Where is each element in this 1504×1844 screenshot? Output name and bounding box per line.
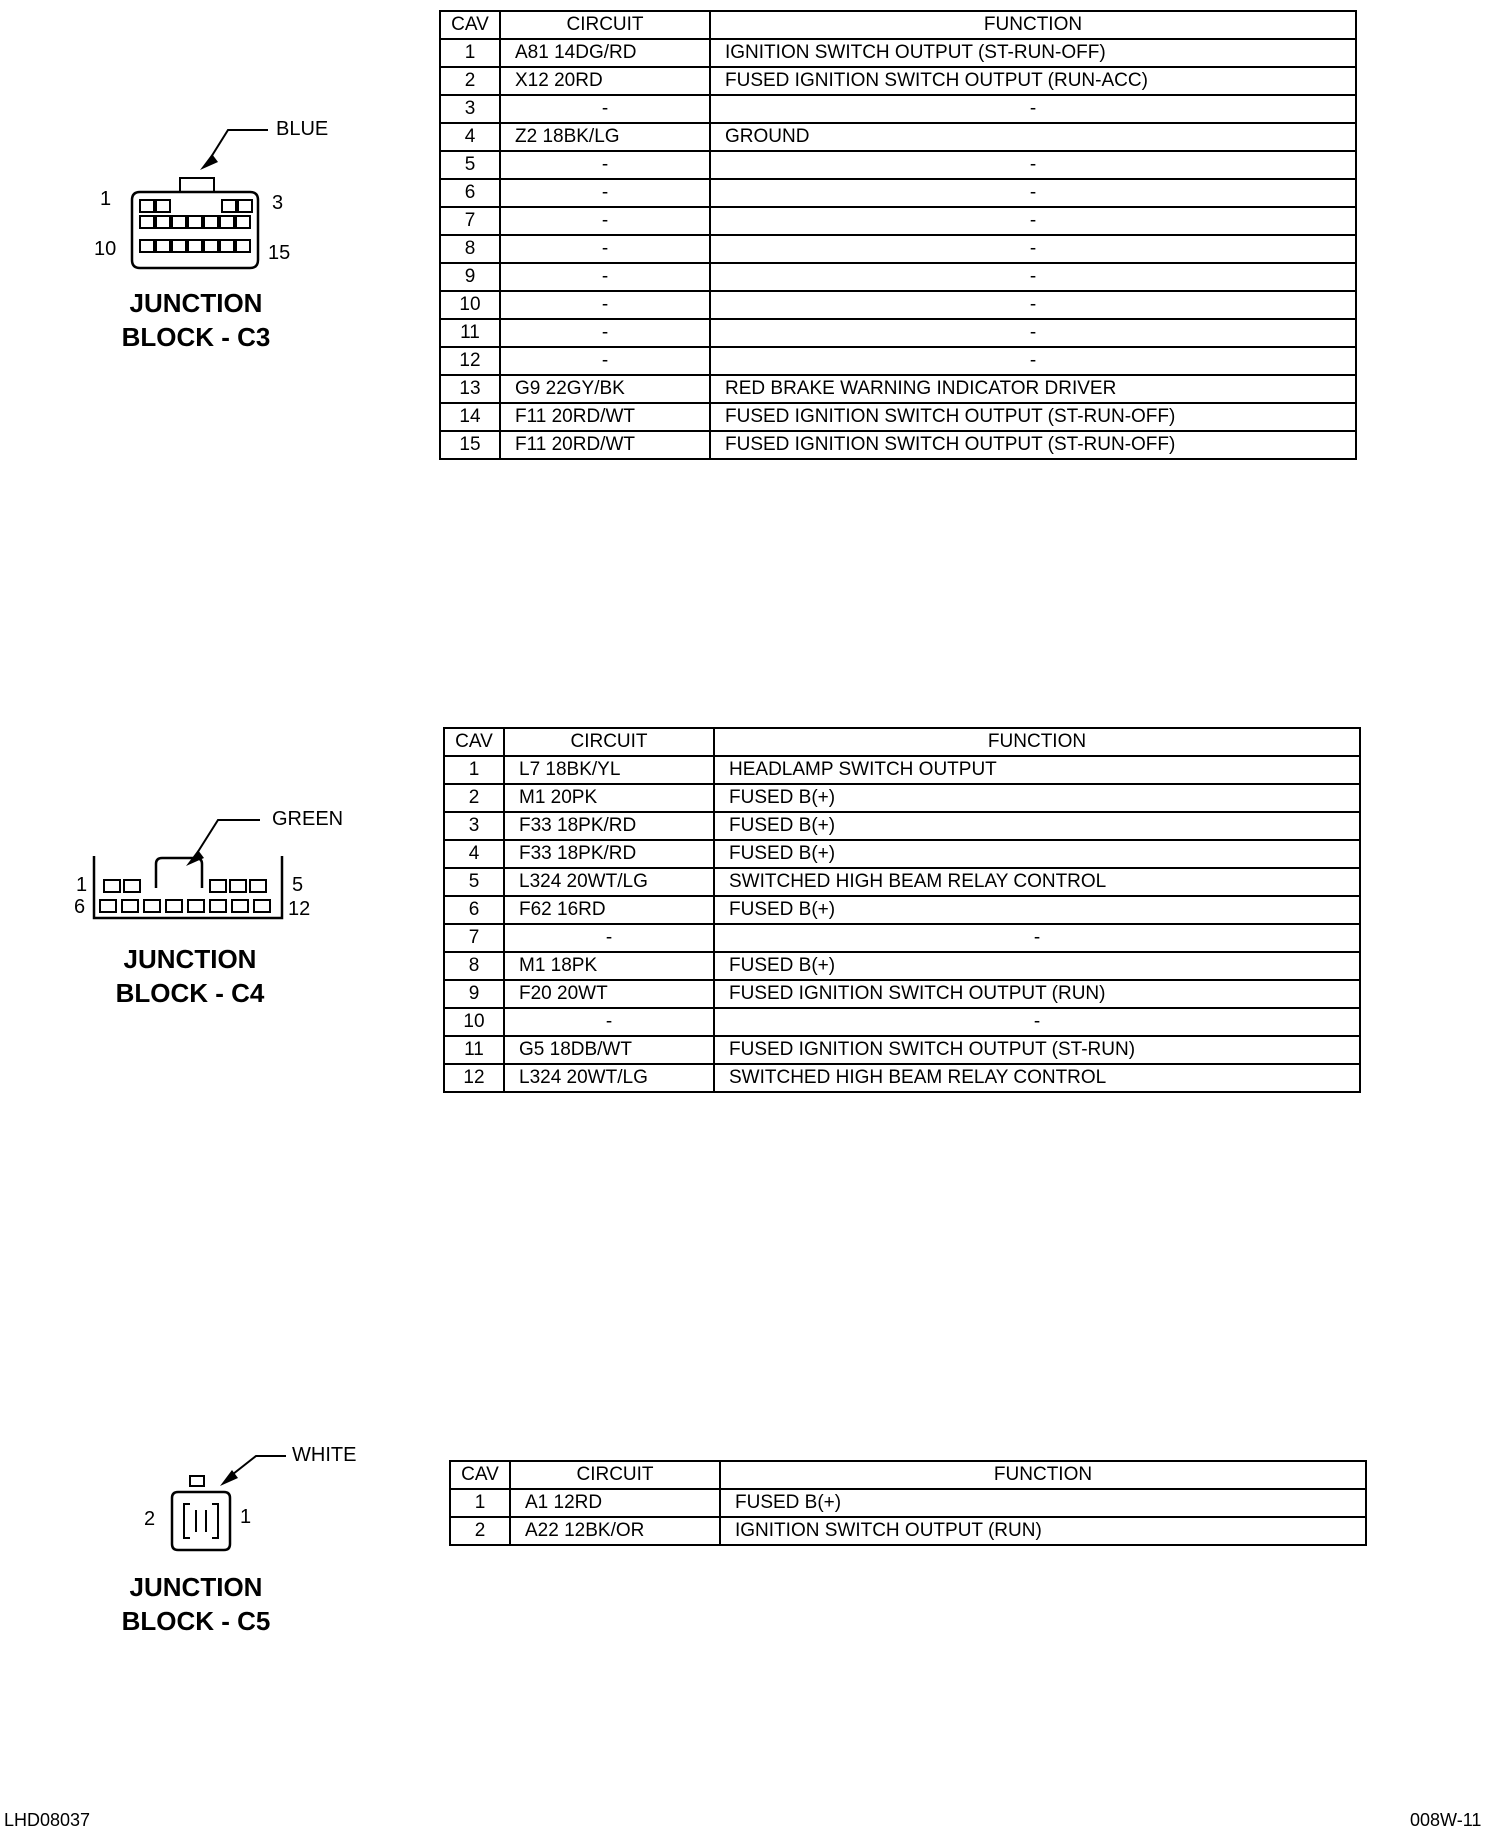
function-cell: - [714,924,1360,952]
connector-c4-label-line1: JUNCTION [123,944,257,974]
header-function: FUNCTION [710,11,1356,39]
table-row [444,784,1360,812]
cav-cell: 5 [440,151,500,179]
header-circuit: CIRCUIT [510,1461,720,1489]
table-row [440,151,1356,179]
connector-c3-pinout-table [439,10,1357,460]
function-cell: RED BRAKE WARNING INDICATOR DRIVER [710,375,1356,403]
circuit-cell: - [500,291,710,319]
function-cell: - [714,1008,1360,1036]
circuit-cell: A81 14DG/RD [500,39,710,67]
function-cell: - [710,291,1356,319]
cav-cell: 12 [440,347,500,375]
cav-cell: 10 [444,1008,504,1036]
table-row [444,1008,1360,1036]
connector-c5-pin-left: 2 [144,1508,156,1530]
connector-c4-pin-top-right: 5 [292,874,304,896]
header-cav: CAV [444,728,504,756]
circuit-cell: - [500,347,710,375]
cav-cell: 14 [440,403,500,431]
connector-c3-rows [440,39,1356,459]
function-cell: GROUND [710,123,1356,151]
table-row [444,896,1360,924]
circuit-cell: - [500,235,710,263]
header-circuit: CIRCUIT [504,728,714,756]
function-cell: FUSED B(+) [714,952,1360,980]
circuit-cell: - [500,179,710,207]
cav-cell: 7 [440,207,500,235]
connector-c3-label [86,286,306,354]
connector-c3-pin-bottom-left: 10 [94,238,117,260]
function-cell: FUSED B(+) [714,896,1360,924]
connector-c4-label [80,942,300,1010]
circuit-cell: F62 16RD [504,896,714,924]
function-cell: FUSED IGNITION SWITCH OUTPUT (ST-RUN-OFF) [710,403,1356,431]
table-row [444,840,1360,868]
function-cell: FUSED IGNITION SWITCH OUTPUT (RUN-ACC) [710,67,1356,95]
table-row [440,291,1356,319]
table-row [440,67,1356,95]
function-cell: - [710,347,1356,375]
function-cell: FUSED B(+) [714,840,1360,868]
table-row [440,179,1356,207]
function-cell: FUSED B(+) [714,784,1360,812]
function-cell: - [710,235,1356,263]
circuit-cell: Z2 18BK/LG [500,123,710,151]
circuit-cell: G9 22GY/BK [500,375,710,403]
circuit-cell: - [504,924,714,952]
circuit-cell: F11 20RD/WT [500,403,710,431]
circuit-cell: F33 18PK/RD [504,840,714,868]
cav-cell: 9 [444,980,504,1008]
table-row [440,319,1356,347]
circuit-cell: A1 12RD [510,1489,720,1517]
function-cell: HEADLAMP SWITCH OUTPUT [714,756,1360,784]
cav-cell: 10 [440,291,500,319]
cav-cell: 2 [450,1517,510,1545]
table-row [440,235,1356,263]
connector-c3-color: BLUE [276,118,329,140]
function-cell: FUSED IGNITION SWITCH OUTPUT (ST-RUN-OFF) [710,431,1356,459]
function-cell: FUSED B(+) [720,1489,1366,1517]
table-header-row [440,11,1356,39]
cav-cell: 8 [444,952,504,980]
table-row [444,756,1360,784]
circuit-cell: - [500,319,710,347]
function-cell: IGNITION SWITCH OUTPUT (RUN) [720,1517,1366,1545]
cav-cell: 1 [440,39,500,67]
connector-c5-label-line1: JUNCTION [129,1572,263,1602]
circuit-cell: - [500,207,710,235]
connector-c5-rows [450,1489,1366,1545]
table-row [444,1064,1360,1092]
cav-cell: 8 [440,235,500,263]
connector-c5-pinout-table [449,1460,1367,1546]
connector-c4-pinout-table [443,727,1361,1093]
connector-c4-pin-top-left: 1 [76,874,88,896]
table-row [444,924,1360,952]
function-cell: IGNITION SWITCH OUTPUT (ST-RUN-OFF) [710,39,1356,67]
cav-cell: 6 [444,896,504,924]
function-cell: - [710,263,1356,291]
table-row [440,375,1356,403]
circuit-cell: G5 18DB/WT [504,1036,714,1064]
cav-cell: 7 [444,924,504,952]
table-row [440,123,1356,151]
connector-c5-pin-right: 1 [240,1506,252,1528]
table-row [444,812,1360,840]
table-row [440,263,1356,291]
function-cell: - [710,95,1356,123]
connector-c4-pin-bottom-left: 6 [74,896,86,918]
cav-cell: 1 [450,1489,510,1517]
cav-cell: 1 [444,756,504,784]
circuit-cell: A22 12BK/OR [510,1517,720,1545]
circuit-cell: L324 20WT/LG [504,868,714,896]
circuit-cell: L324 20WT/LG [504,1064,714,1092]
cav-cell: 3 [444,812,504,840]
cav-cell: 2 [444,784,504,812]
connector-c4-diagram [70,800,370,1030]
header-cav: CAV [450,1461,510,1489]
table-header-row [450,1461,1366,1489]
connector-c5-color: WHITE [292,1444,357,1466]
cav-cell: 2 [440,67,500,95]
circuit-cell: M1 18PK [504,952,714,980]
footer-right-code: 008W-11 [1410,1810,1482,1830]
circuit-cell: L7 18BK/YL [504,756,714,784]
cav-cell: 9 [440,263,500,291]
cav-cell: 12 [444,1064,504,1092]
connector-c3-diagram [80,100,380,350]
connector-c5-label-line2: BLOCK - C5 [121,1606,271,1636]
cav-cell: 4 [444,840,504,868]
table-header-row [444,728,1360,756]
circuit-cell: X12 20RD [500,67,710,95]
connector-c4-color: GREEN [272,808,344,830]
function-cell: FUSED B(+) [714,812,1360,840]
function-cell: - [710,179,1356,207]
table-row [450,1489,1366,1517]
connector-c5-label [86,1570,306,1638]
connector-c3-pin-top-left: 1 [100,188,112,210]
table-row [444,980,1360,1008]
connector-c3-label-line2: BLOCK - C3 [121,322,271,352]
circuit-cell: F20 20WT [504,980,714,1008]
function-cell: - [710,319,1356,347]
table-row [440,95,1356,123]
table-row [440,207,1356,235]
circuit-cell: M1 20PK [504,784,714,812]
table-row [440,39,1356,67]
cav-cell: 13 [440,375,500,403]
circuit-cell: - [500,263,710,291]
cav-cell: 5 [444,868,504,896]
header-function: FUNCTION [720,1461,1366,1489]
function-cell: SWITCHED HIGH BEAM RELAY CONTROL [714,868,1360,896]
table-row [440,403,1356,431]
cav-cell: 6 [440,179,500,207]
connector-c3-pin-top-right: 3 [272,192,284,214]
cav-cell: 4 [440,123,500,151]
header-cav: CAV [440,11,500,39]
table-row [440,431,1356,459]
connector-c3-pin-bottom-right: 15 [268,242,291,264]
function-cell: SWITCHED HIGH BEAM RELAY CONTROL [714,1064,1360,1092]
function-cell: - [710,207,1356,235]
connector-c4-rows [444,756,1360,1092]
circuit-cell: - [504,1008,714,1036]
circuit-cell: F11 20RD/WT [500,431,710,459]
footer-left-code: LHD08037 [4,1810,91,1830]
table-row [444,868,1360,896]
header-function: FUNCTION [714,728,1360,756]
function-cell: FUSED IGNITION SWITCH OUTPUT (ST-RUN) [714,1036,1360,1064]
table-row [450,1517,1366,1545]
connector-c5-diagram [80,1440,380,1640]
connector-c4-label-line2: BLOCK - C4 [115,978,265,1008]
cav-cell: 15 [440,431,500,459]
cav-cell: 11 [444,1036,504,1064]
table-row [444,1036,1360,1064]
connector-c3-label-line1: JUNCTION [129,288,263,318]
table-row [444,952,1360,980]
connector-c4-pin-bottom-right: 12 [288,898,311,920]
circuit-cell: - [500,151,710,179]
function-cell: - [710,151,1356,179]
circuit-cell: - [500,95,710,123]
function-cell: FUSED IGNITION SWITCH OUTPUT (RUN) [714,980,1360,1008]
cav-cell: 3 [440,95,500,123]
circuit-cell: F33 18PK/RD [504,812,714,840]
cav-cell: 11 [440,319,500,347]
table-row [440,347,1356,375]
header-circuit: CIRCUIT [500,11,710,39]
